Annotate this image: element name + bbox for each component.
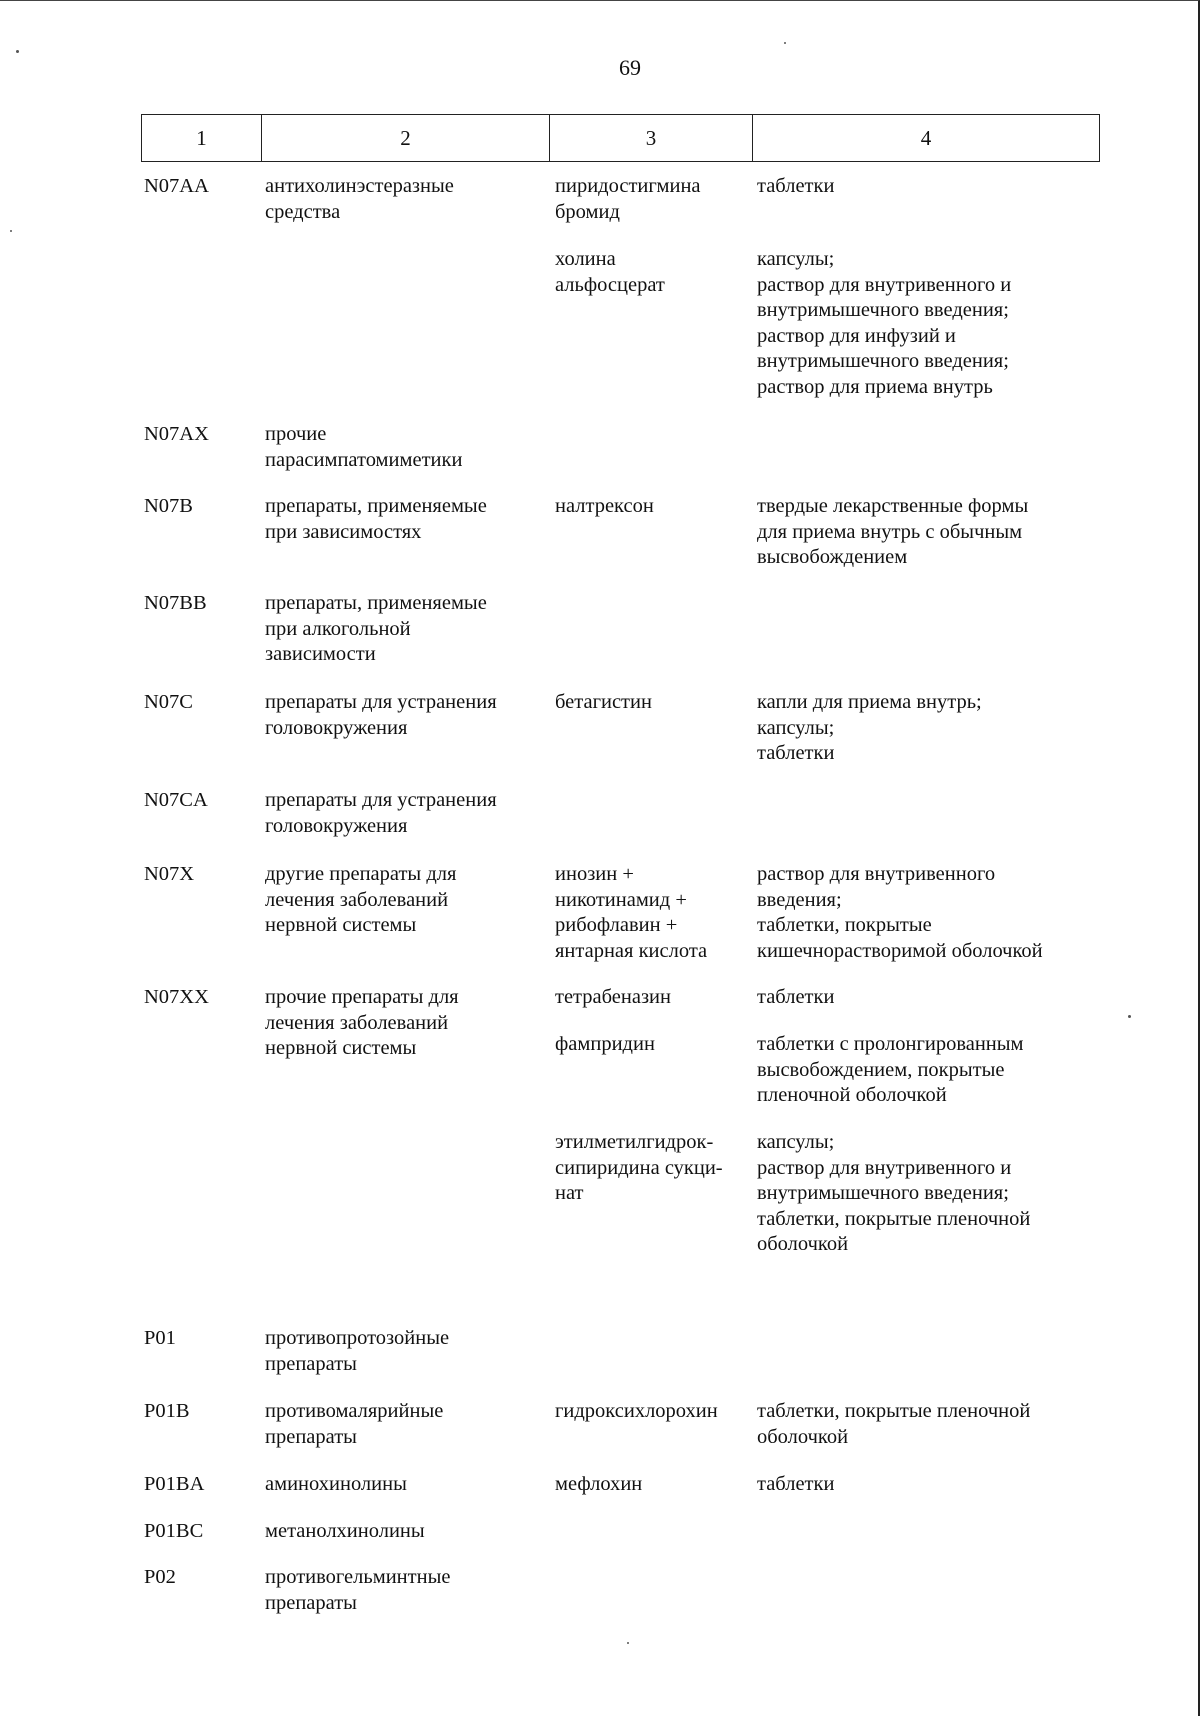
scan-speck [627,1642,629,1644]
header-col-2: 2 [262,115,550,162]
dosage-form: таблетки [757,1473,835,1495]
atc-code: N07CA [144,789,208,811]
drug-name: мефлохин [555,1473,643,1495]
atc-code: P01BA [144,1473,205,1495]
atc-code: N07AX [144,423,209,445]
atc-code: N07AA [144,175,209,197]
atc-code: P01BC [144,1520,204,1542]
scan-speck [10,230,12,232]
scan-speck [784,42,786,44]
drug-group: противогельминтные препараты [265,1566,451,1614]
drug-name: налтрексон [555,495,654,517]
drug-group: противомалярийные препараты [265,1400,444,1448]
dosage-form: таблетки, покрытые пленочной оболочкой [757,1400,1031,1448]
drug-name: этилметилгидрок- сипиридина сукци- нат [555,1131,723,1204]
drug-name: бетагистин [555,691,652,713]
drug-group: препараты, применяемые при зависимостях [265,495,487,543]
atc-code: N07B [144,495,193,517]
header-col-4: 4 [753,115,1100,162]
drug-group: прочие парасимпатомиметики [265,423,463,471]
dosage-form: таблетки [757,175,835,197]
drug-name: фампридин [555,1033,655,1055]
scan-speck [1128,1015,1131,1018]
dosage-form: капсулы; раствор для внутривенного и внутримышечного введения; таблетки, покрытые пленочной оболочкой [757,1131,1031,1255]
atc-code: N07BB [144,592,207,614]
drug-group: препараты, применяемые при алкогольной зависимости [265,592,487,665]
atc-code: P01 [144,1327,176,1349]
dosage-form: твердые лекарственные формы для приема внутрь с обычным высвобождением [757,495,1029,568]
page-number: 69 [619,55,641,80]
dosage-form: капсулы; раствор для внутривенного и внутримышечного введения; раствор для инфузий и внутримышечного введения; раствор для приема внутрь [757,248,1012,398]
drug-group: противопротозойные препараты [265,1327,450,1375]
dosage-form: раствор для внутривенного введения; таблетки, покрытые кишечнорастворимой оболочкой [757,863,1043,962]
drug-group: прочие препараты для лечения заболеваний нервной системы [265,986,459,1059]
dosage-form: таблетки с пролонгированным высвобождением, покрытые пленочной оболочкой [757,1033,1024,1106]
atc-code: N07XX [144,986,209,1008]
drug-name: гидроксихлорохин [555,1400,718,1422]
atc-code: N07X [144,863,195,885]
column-header-table [141,114,1100,162]
header-col-1: 1 [142,115,262,162]
dosage-form: капли для приема внутрь; капсулы; таблетки [757,691,982,764]
drug-group: другие препараты для лечения заболеваний нервной системы [265,863,457,936]
header-col-3: 3 [550,115,753,162]
drug-group: препараты для устранения головокружения [265,789,497,837]
atc-code: P01B [144,1400,190,1422]
drug-group: препараты для устранения головокружения [265,691,497,739]
drug-name: пиридостигмина бромид [555,175,701,223]
header-row [142,115,1100,162]
drug-name: инозин + никотинамид + рибофлавин + янтарная кислота [555,863,708,962]
drug-group: аминохинолины [265,1473,407,1495]
drug-group: метанолхинолины [265,1520,425,1542]
drug-group: антихолинэстеразные средства [265,175,454,223]
drug-name: тетрабеназин [555,986,671,1008]
atc-code: P02 [144,1566,176,1588]
drug-name: холина альфосцерат [555,248,665,296]
atc-code: N07C [144,691,193,713]
scan-speck [16,50,19,53]
dosage-form: таблетки [757,986,835,1008]
